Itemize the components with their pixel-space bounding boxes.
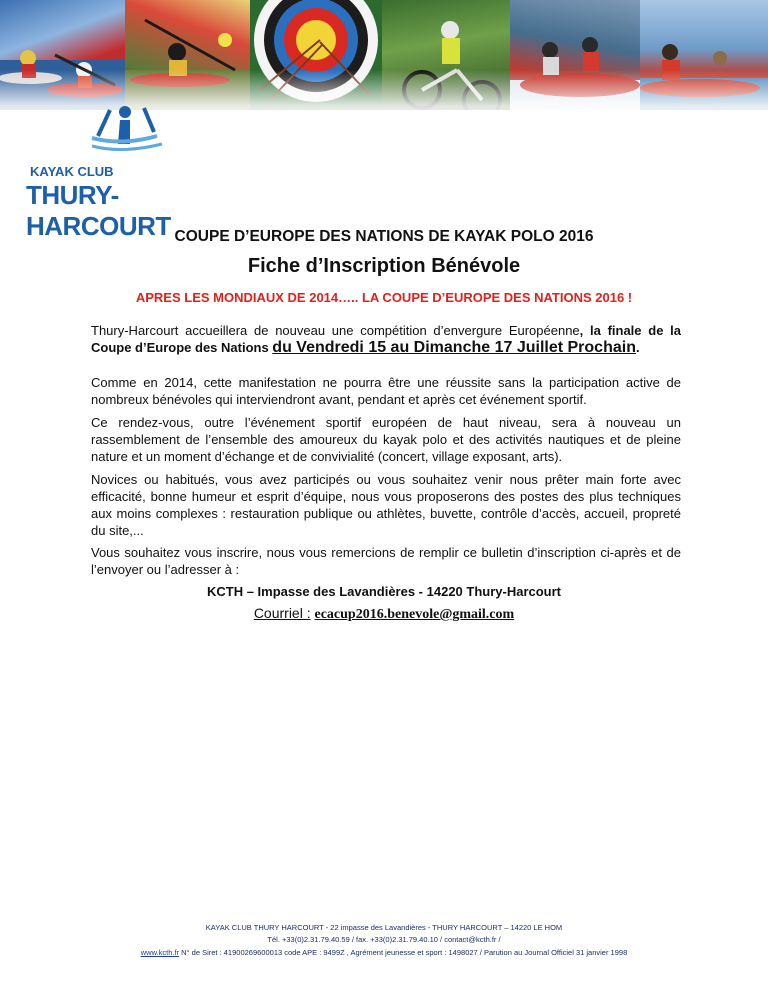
postal-address: KCTH – Impasse des Lavandières - 14220 Thury-Harcourt <box>206 584 562 599</box>
paragraph-intro <box>91 322 681 356</box>
paragraph-gathering: Ce rendez-vous, outre l’événement sportif européen de haut niveau, sera à nouveau un rassemblement de l’ensemble des amoureux du kayak polo et des activités nautiques et de pleine nature et un moment d’échange et de convivialité (concert, village exposant, arts). <box>91 415 681 464</box>
footer-legal <box>0 948 768 957</box>
intro-bold: , la finale de la Coupe d’Europe des Nations <box>91 323 681 355</box>
website-link[interactable]: www.kcth.fr <box>140 948 180 957</box>
footer-address: KAYAK CLUB THURY HARCOURT - 22 impasse des Lavandières - THURY HARCOURT – 14220 LE HOM <box>205 923 563 932</box>
paragraph-volunteers: Comme en 2014, cette manifestation ne pourra être une réussite sans la participation active de nombreux bénévoles qui interviendront avant, pendant et après cet événement sportif. <box>91 375 681 407</box>
email-line <box>0 605 768 623</box>
footer-contact: Tél. +33(0)2.31.79.40.59 / fax. +33(0)2.31.79.40.10 / contact@kcth.fr / <box>267 935 501 944</box>
event-dates: du Vendredi 15 au Dimanche 17 Juillet Prochain <box>272 339 636 356</box>
paragraph-positions: Novices ou habitués, vous avez participés ou vous souhaitez venir nous prêter main forte avec efficacité, bonne humeur et esprit d’équipe, nous vous proposerons des postes des plus techniques aux moins complexes : restauration publique ou athlètes, buvette, contrôle d’accès, accueil, propreté du site,... <box>91 472 681 538</box>
paragraph-register: Vous souhaitez vous inscrire, nous vous remercions de remplir ce bulletin d’inscription ci-après et de l’envoyer ou l’adresser à : <box>91 545 681 577</box>
document-title: COUPE D’EUROPE DES NATIONS DE KAYAK POLO 2016 <box>174 228 594 245</box>
paddler-logo-icon <box>22 102 232 172</box>
club-logo <box>22 102 232 241</box>
intro-text: Thury-Harcourt accueillera de nouveau une compétition d’envergure Européenne <box>91 323 580 338</box>
intro-period: . <box>635 340 640 355</box>
email-label: Courriel : <box>253 605 311 621</box>
logo-kayak-club: KAYAK CLUB <box>30 164 114 179</box>
tagline: APRES LES MONDIAUX DE 2014….. LA COUPE D’EUROPE DES NATIONS 2016 ! <box>135 290 633 305</box>
logo-thury-harcourt: THURY-HARCOURT <box>26 180 171 241</box>
email-link[interactable]: ecacup2016.benevole@gmail.com <box>314 607 515 622</box>
document-subtitle: Fiche d’Inscription Bénévole <box>247 255 521 277</box>
footer-legal-text: N° de Siret : 41900269600013 code APE : 9499Z , Agrément jeunesse et sport : 1498027 / Parution au Journal Officiel 31 janvier 1998 <box>179 948 628 957</box>
